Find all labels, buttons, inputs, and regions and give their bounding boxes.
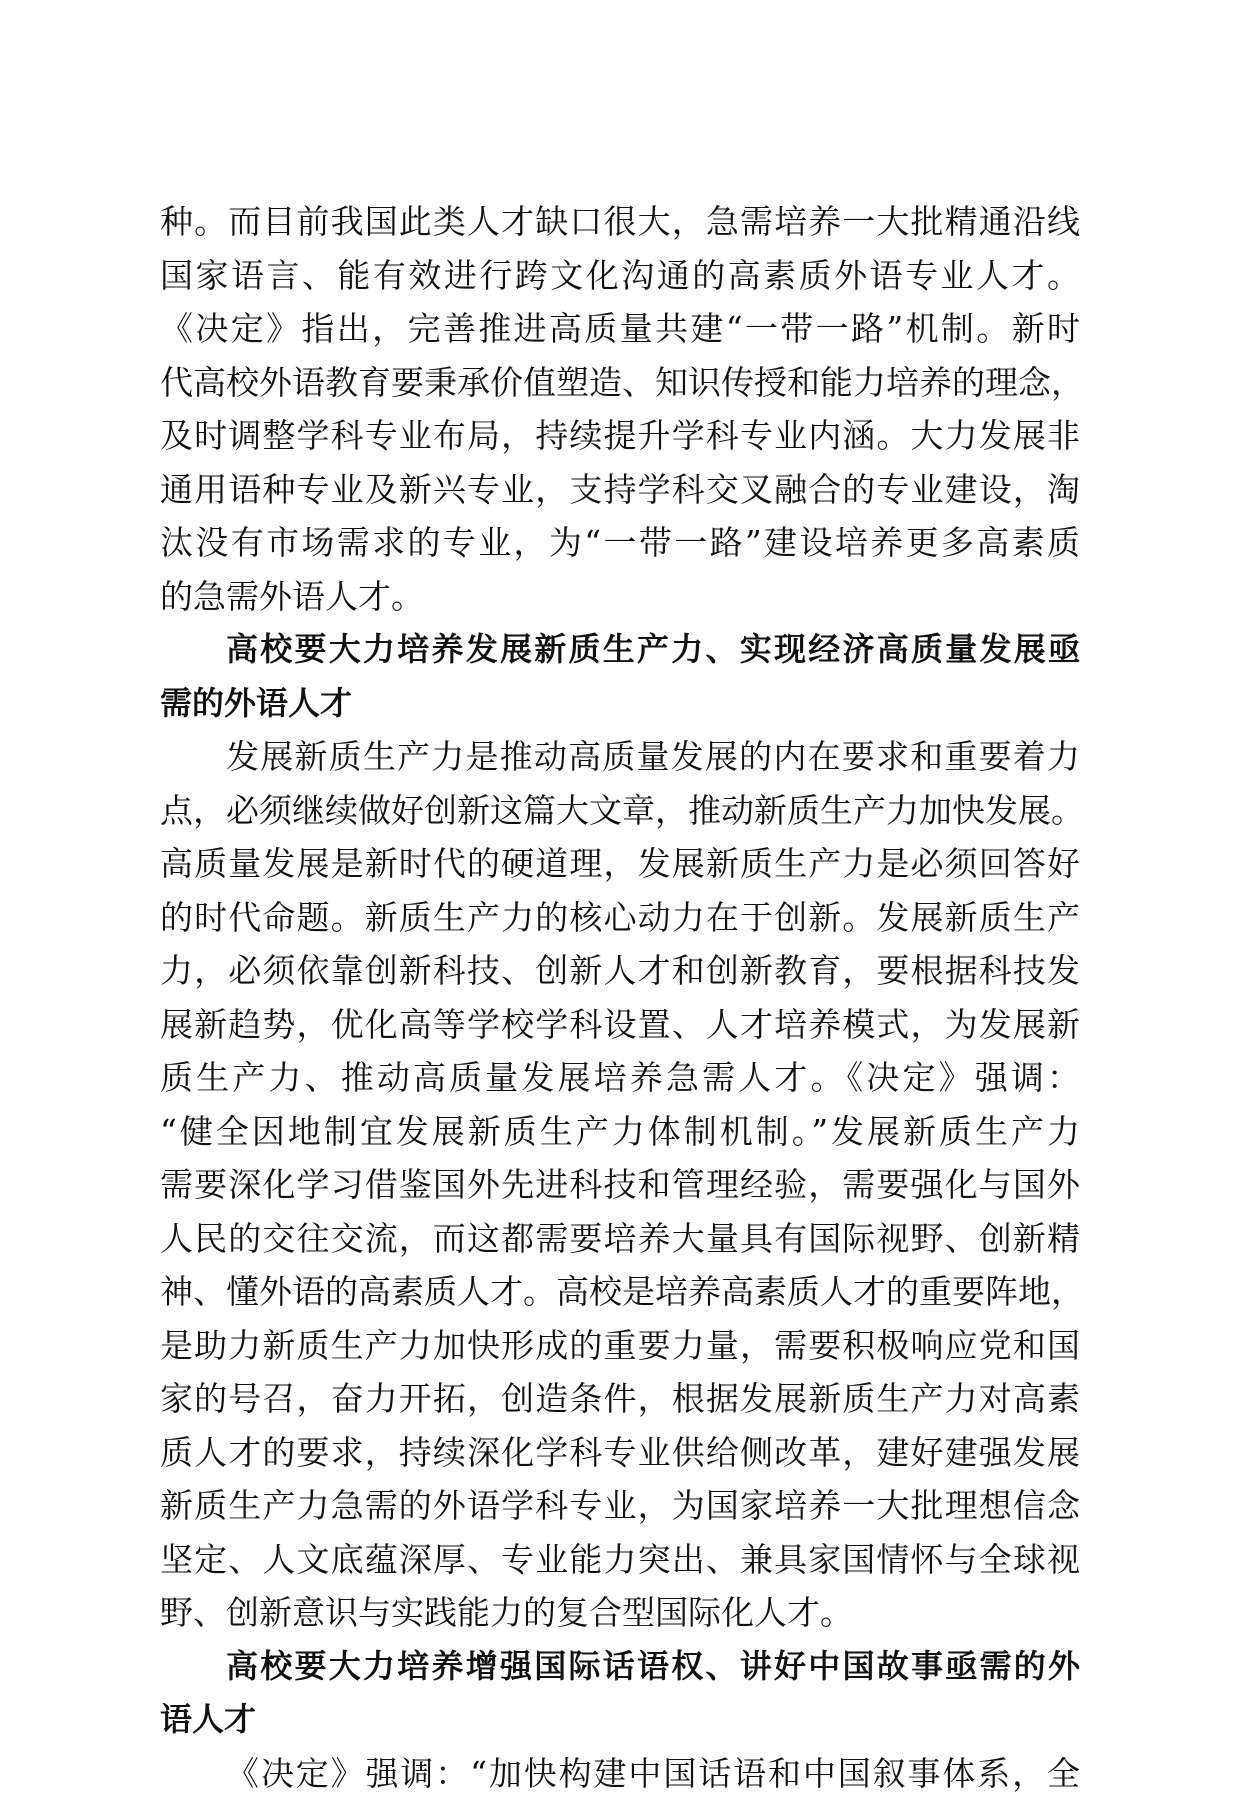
text-line: 种。而目前我国此类人才缺口很大，急需培养一大批精通沿线 bbox=[160, 195, 1080, 249]
text-line: 点，必须继续做好创新这篇大文章，推动新质生产力加快发展。 bbox=[160, 784, 1080, 838]
text-line: 国家语言、能有效进行跨文化沟通的高素质外语专业人才。 bbox=[160, 249, 1080, 303]
text-line: 的急需外语人才。 bbox=[160, 570, 1080, 624]
text-line: 质生产力、推动高质量发展培养急需人才。《决定》强调： bbox=[160, 1051, 1080, 1105]
text-line: 坚定、人文底蕴深厚、专业能力突出、兼具家国情怀与全球视 bbox=[160, 1533, 1080, 1587]
text-line: 汰没有市场需求的专业，为“一带一路”建设培养更多高素质 bbox=[160, 516, 1080, 570]
text-line: 是助力新质生产力加快形成的重要力量，需要积极响应党和国 bbox=[160, 1319, 1080, 1373]
text-line: 高质量发展是新时代的硬道理，发展新质生产力是必须回答好 bbox=[160, 837, 1080, 891]
text-line: 神、懂外语的高素质人才。高校是培养高素质人才的重要阵地， bbox=[160, 1265, 1080, 1319]
section-heading-international-discourse bbox=[160, 1640, 1080, 1747]
heading-line: 高校要大力培养增强国际话语权、讲好中国故事亟需的外 bbox=[160, 1640, 1080, 1694]
text-line: 代高校外语教育要秉承价值塑造、知识传授和能力培养的理念， bbox=[160, 356, 1080, 410]
text-line: 《决定》指出，完善推进高质量共建“一带一路”机制。新时 bbox=[160, 302, 1080, 356]
text-line: 《决定》强调：“加快构建中国话语和中国叙事体系，全 bbox=[160, 1747, 1080, 1800]
text-line: 人民的交往交流，而这都需要培养大量具有国际视野、创新精 bbox=[160, 1212, 1080, 1266]
text-line: 质人才的要求，持续深化学科专业供给侧改革，建好建强发展 bbox=[160, 1426, 1080, 1480]
text-line: 的时代命题。新质生产力的核心动力在于创新。发展新质生产 bbox=[160, 891, 1080, 945]
text-line: 力，必须依靠创新科技、创新人才和创新教育，要根据科技发 bbox=[160, 944, 1080, 998]
heading-line: 语人才 bbox=[160, 1693, 1080, 1747]
text-line: 家的号召，奋力开拓，创造条件，根据发展新质生产力对高素 bbox=[160, 1372, 1080, 1426]
heading-line: 高校要大力培养发展新质生产力、实现经济高质量发展亟 bbox=[160, 623, 1080, 677]
text-line: 通用语种专业及新兴专业，支持学科交叉融合的专业建设，淘 bbox=[160, 463, 1080, 517]
document-page bbox=[160, 195, 1080, 1800]
text-line: 野、创新意识与实践能力的复合型国际化人才。 bbox=[160, 1586, 1080, 1640]
text-line: 发展新质生产力是推动高质量发展的内在要求和重要着力 bbox=[160, 730, 1080, 784]
section-heading-new-productive-forces bbox=[160, 623, 1080, 730]
paragraph-belt-and-road-talent bbox=[160, 195, 1080, 623]
text-line: 及时调整学科专业布局，持续提升学科专业内涵。大力发展非 bbox=[160, 409, 1080, 463]
heading-line: 需的外语人才 bbox=[160, 677, 1080, 731]
text-line: 需要深化学习借鉴国外先进科技和管理经验，需要强化与国外 bbox=[160, 1158, 1080, 1212]
paragraph-international-discourse bbox=[160, 1747, 1080, 1800]
text-line: 新质生产力急需的外语学科专业，为国家培养一大批理想信念 bbox=[160, 1479, 1080, 1533]
text-line: “健全因地制宜发展新质生产力体制机制。”发展新质生产力 bbox=[160, 1105, 1080, 1159]
text-line: 展新趋势，优化高等学校学科设置、人才培养模式，为发展新 bbox=[160, 998, 1080, 1052]
paragraph-new-productive-forces bbox=[160, 730, 1080, 1640]
